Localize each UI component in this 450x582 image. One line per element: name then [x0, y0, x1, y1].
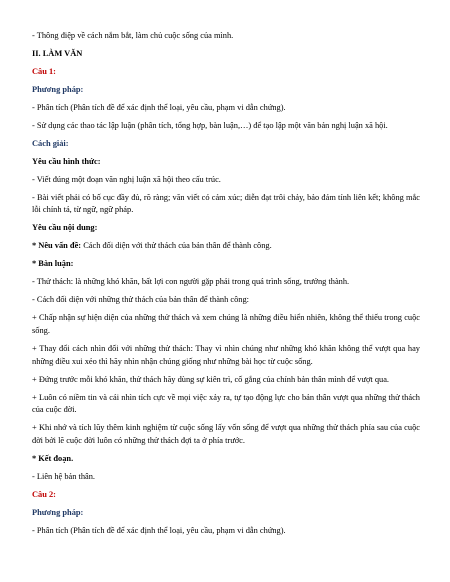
raise-issue-text: Cách đối diện với thử thách của bản thân để thành công.	[81, 241, 272, 251]
question-1-heading: Câu 1:	[32, 66, 56, 76]
method-heading-2: Phương pháp:	[32, 507, 84, 517]
method-heading-1: Phương pháp:	[32, 84, 84, 94]
content-requirements-heading: Yêu cầu nội dung:	[32, 223, 98, 233]
question-2-heading: Câu 2:	[32, 489, 56, 499]
discussion-point-3: + Đứng trước mỗi khó khăn, thử thách hãy dùng sự kiên trì, cố gắng của chính bản thân mình để vượt qua.	[32, 374, 390, 384]
discussion-point-5: + Khi nhớ và tích lũy thêm kinh nghiệm từ cuộc sống lấy vốn sống để vượt qua những thử thách phía sau của cuộc đời bởi lẽ cuộc đời luôn có những thử thách đợi ta ở phía trước.	[32, 423, 420, 445]
discussion-point-4: + Luôn có niềm tin và cái nhìn tích cực về mọi việc xảy ra, tự tạo động lực cho bản thân vượt qua những thử thách của cuộc đời.	[32, 392, 420, 415]
method-argument: - Sử dụng các thao tác lập luận (phân tích, tổng hợp, bàn luận,…) để tạo lập một văn bản nghị luận xã hội.	[32, 120, 388, 130]
section-heading-lam-van: II. LÀM VĂN	[32, 48, 83, 58]
form-requirements-heading: Yêu cầu hình thức:	[32, 156, 101, 166]
discussion-heading: * Bàn luận:	[32, 259, 74, 269]
form-req-2: - Bài viết phải có bố cục đầy đủ, rõ ràng; văn viết có cảm xúc; diễn đạt trôi chảy, bảo đảm tính liên kết; không mắc lỗi chính tả, từ ngữ, ngữ pháp.	[32, 192, 420, 215]
conclusion-heading: * Kết đoạn.	[32, 453, 74, 463]
method-analysis-1: - Phân tích (Phân tích đề để xác định thể loại, yêu cầu, phạm vi dẫn chứng).	[32, 102, 286, 112]
raise-issue-label: * Nêu vấn đề:	[32, 241, 82, 251]
raise-issue	[32, 240, 420, 253]
conclusion-text: - Liên hệ bản thân.	[32, 471, 96, 481]
method-analysis-2: - Phân tích (Phân tích đề để xác định thể loại, yêu cầu, phạm vi dẫn chứng).	[32, 525, 286, 535]
discussion-point-1: + Chấp nhận sự hiện diện của những thử thách và xem chúng là những điều hiển nhiên, không thể thiếu trong cuộc sống.	[32, 313, 420, 335]
discussion-point-2: + Thay đổi cách nhìn đối với những thử thách: Thay vì nhìn chúng như những khó khăn không thể vượt qua hay những điều xui xẻo thì hãy nhìn nhận chúng giống như những bài học từ cuộc sống.	[32, 343, 420, 366]
solution-heading: Cách giải:	[32, 138, 69, 148]
discussion-challenge-definition: - Thử thách: là những khó khăn, bất lợi con người gặp phải trong quá trình sống, trưởng thành.	[32, 277, 350, 287]
form-req-1: - Viết đúng một đoạn văn nghị luận xã hội theo cấu trúc.	[32, 174, 221, 184]
paragraph-message: - Thông điệp về cách nắm bắt, làm chủ cuộc sống của mình.	[32, 31, 234, 40]
discussion-how-to-face: - Cách đối diện với những thử thách của bản thân để thành công:	[32, 295, 250, 305]
